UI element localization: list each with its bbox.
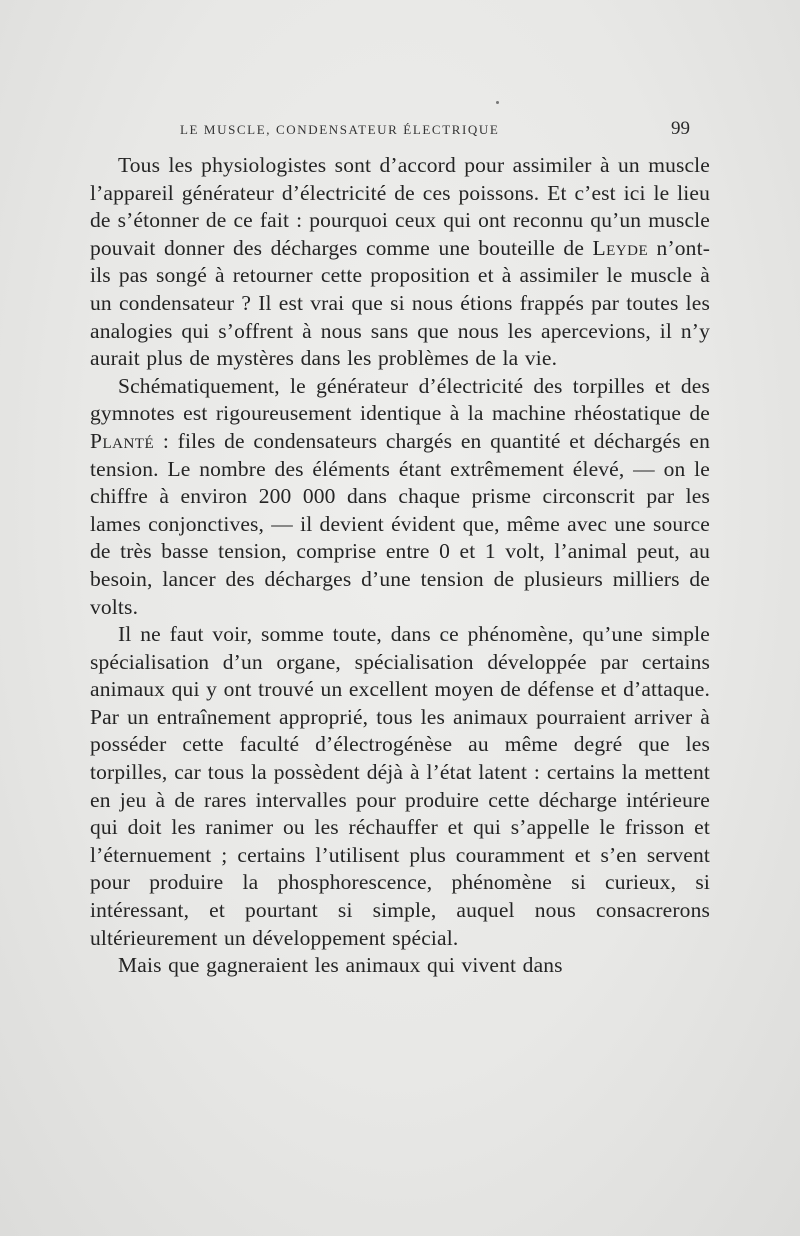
body-text bbox=[90, 152, 710, 980]
page-number: 99 bbox=[671, 118, 690, 139]
print-speck bbox=[496, 101, 499, 104]
paragraph-4 bbox=[90, 952, 710, 980]
paragraph-3-text: Il ne faut voir, somme toute, dans ce phénomène, qu’une simple spécialisation d’un organe, spécialisation développée par certains animaux qui y ont trouvé un excellent moyen de défense et d’attaque. Par un entraînement approprié, tous les animaux pourraient arriver à posséder cette faculté d’électrogénèse au même degré que les torpilles, car tous la possèdent déjà à l’état latent : certains la mettent en jeu à de rares intervalles pour produire cette décharge intérieure qui doit les ranimer ou les réchauffer et qui s’appelle le frisson et l’éternuement ; certains l’utilisent plus couramment et s’en servent pour produire la phosphorescence, phénomène si curieux, si intéressant, et pourtant si simple, auquel nous consacrerons ultérieurement un développement spécial. bbox=[90, 622, 710, 950]
page-header bbox=[180, 120, 690, 144]
paragraph-2-text-a: Schématiquement, le générateur d’électricité des torpilles et des gymnotes est rigoureusement identique à la machine rhéostatique de bbox=[90, 373, 710, 426]
running-title: LE MUSCLE, CONDENSATEUR ÉLECTRIQUE bbox=[180, 122, 500, 137]
paragraph-1-text-a: Tous les physiologistes sont d’accord pour assimiler à un muscle l’appareil générateur d’électricité de ces poissons. Et c’est ici le lieu de s’étonner de ce fait : pourquoi ceux qui ont reconnu qu’un muscle pouvait donner des décharges comme une bouteille de bbox=[90, 153, 710, 260]
name-leyde: Leyde bbox=[592, 235, 649, 260]
paragraph-4-text: Mais que gagneraient les animaux qui vivent dans bbox=[118, 953, 563, 978]
paragraph-1 bbox=[90, 152, 710, 373]
paragraph-3 bbox=[90, 621, 710, 952]
paragraph-1-text-b: n’ont-ils pas songé à retourner cette proposition et à assimiler le muscle à un condensateur ? Il est vrai que si nous étions frappés par toutes les analogies qui s’offrent à nous sans que nous les apercevions, il n’y aurait plus de mystères dans les problèmes de la vie. bbox=[90, 235, 711, 371]
paragraph-2 bbox=[90, 373, 710, 621]
paragraph-2-text-b: : files de condensateurs chargés en quantité et déchargés en tension. Le nombre des éléments étant extrêmement élevé, — on le chiffre à environ 200 000 dans chaque prisme circonscrit par les lames conjonctives, — il devient évident que, même avec une source de très basse tension, comprise entre 0 et 1 volt, l’animal peut, au besoin, lancer des décharges d’une tension de plusieurs milliers de volts. bbox=[90, 428, 710, 619]
name-plante: Planté bbox=[90, 428, 155, 453]
